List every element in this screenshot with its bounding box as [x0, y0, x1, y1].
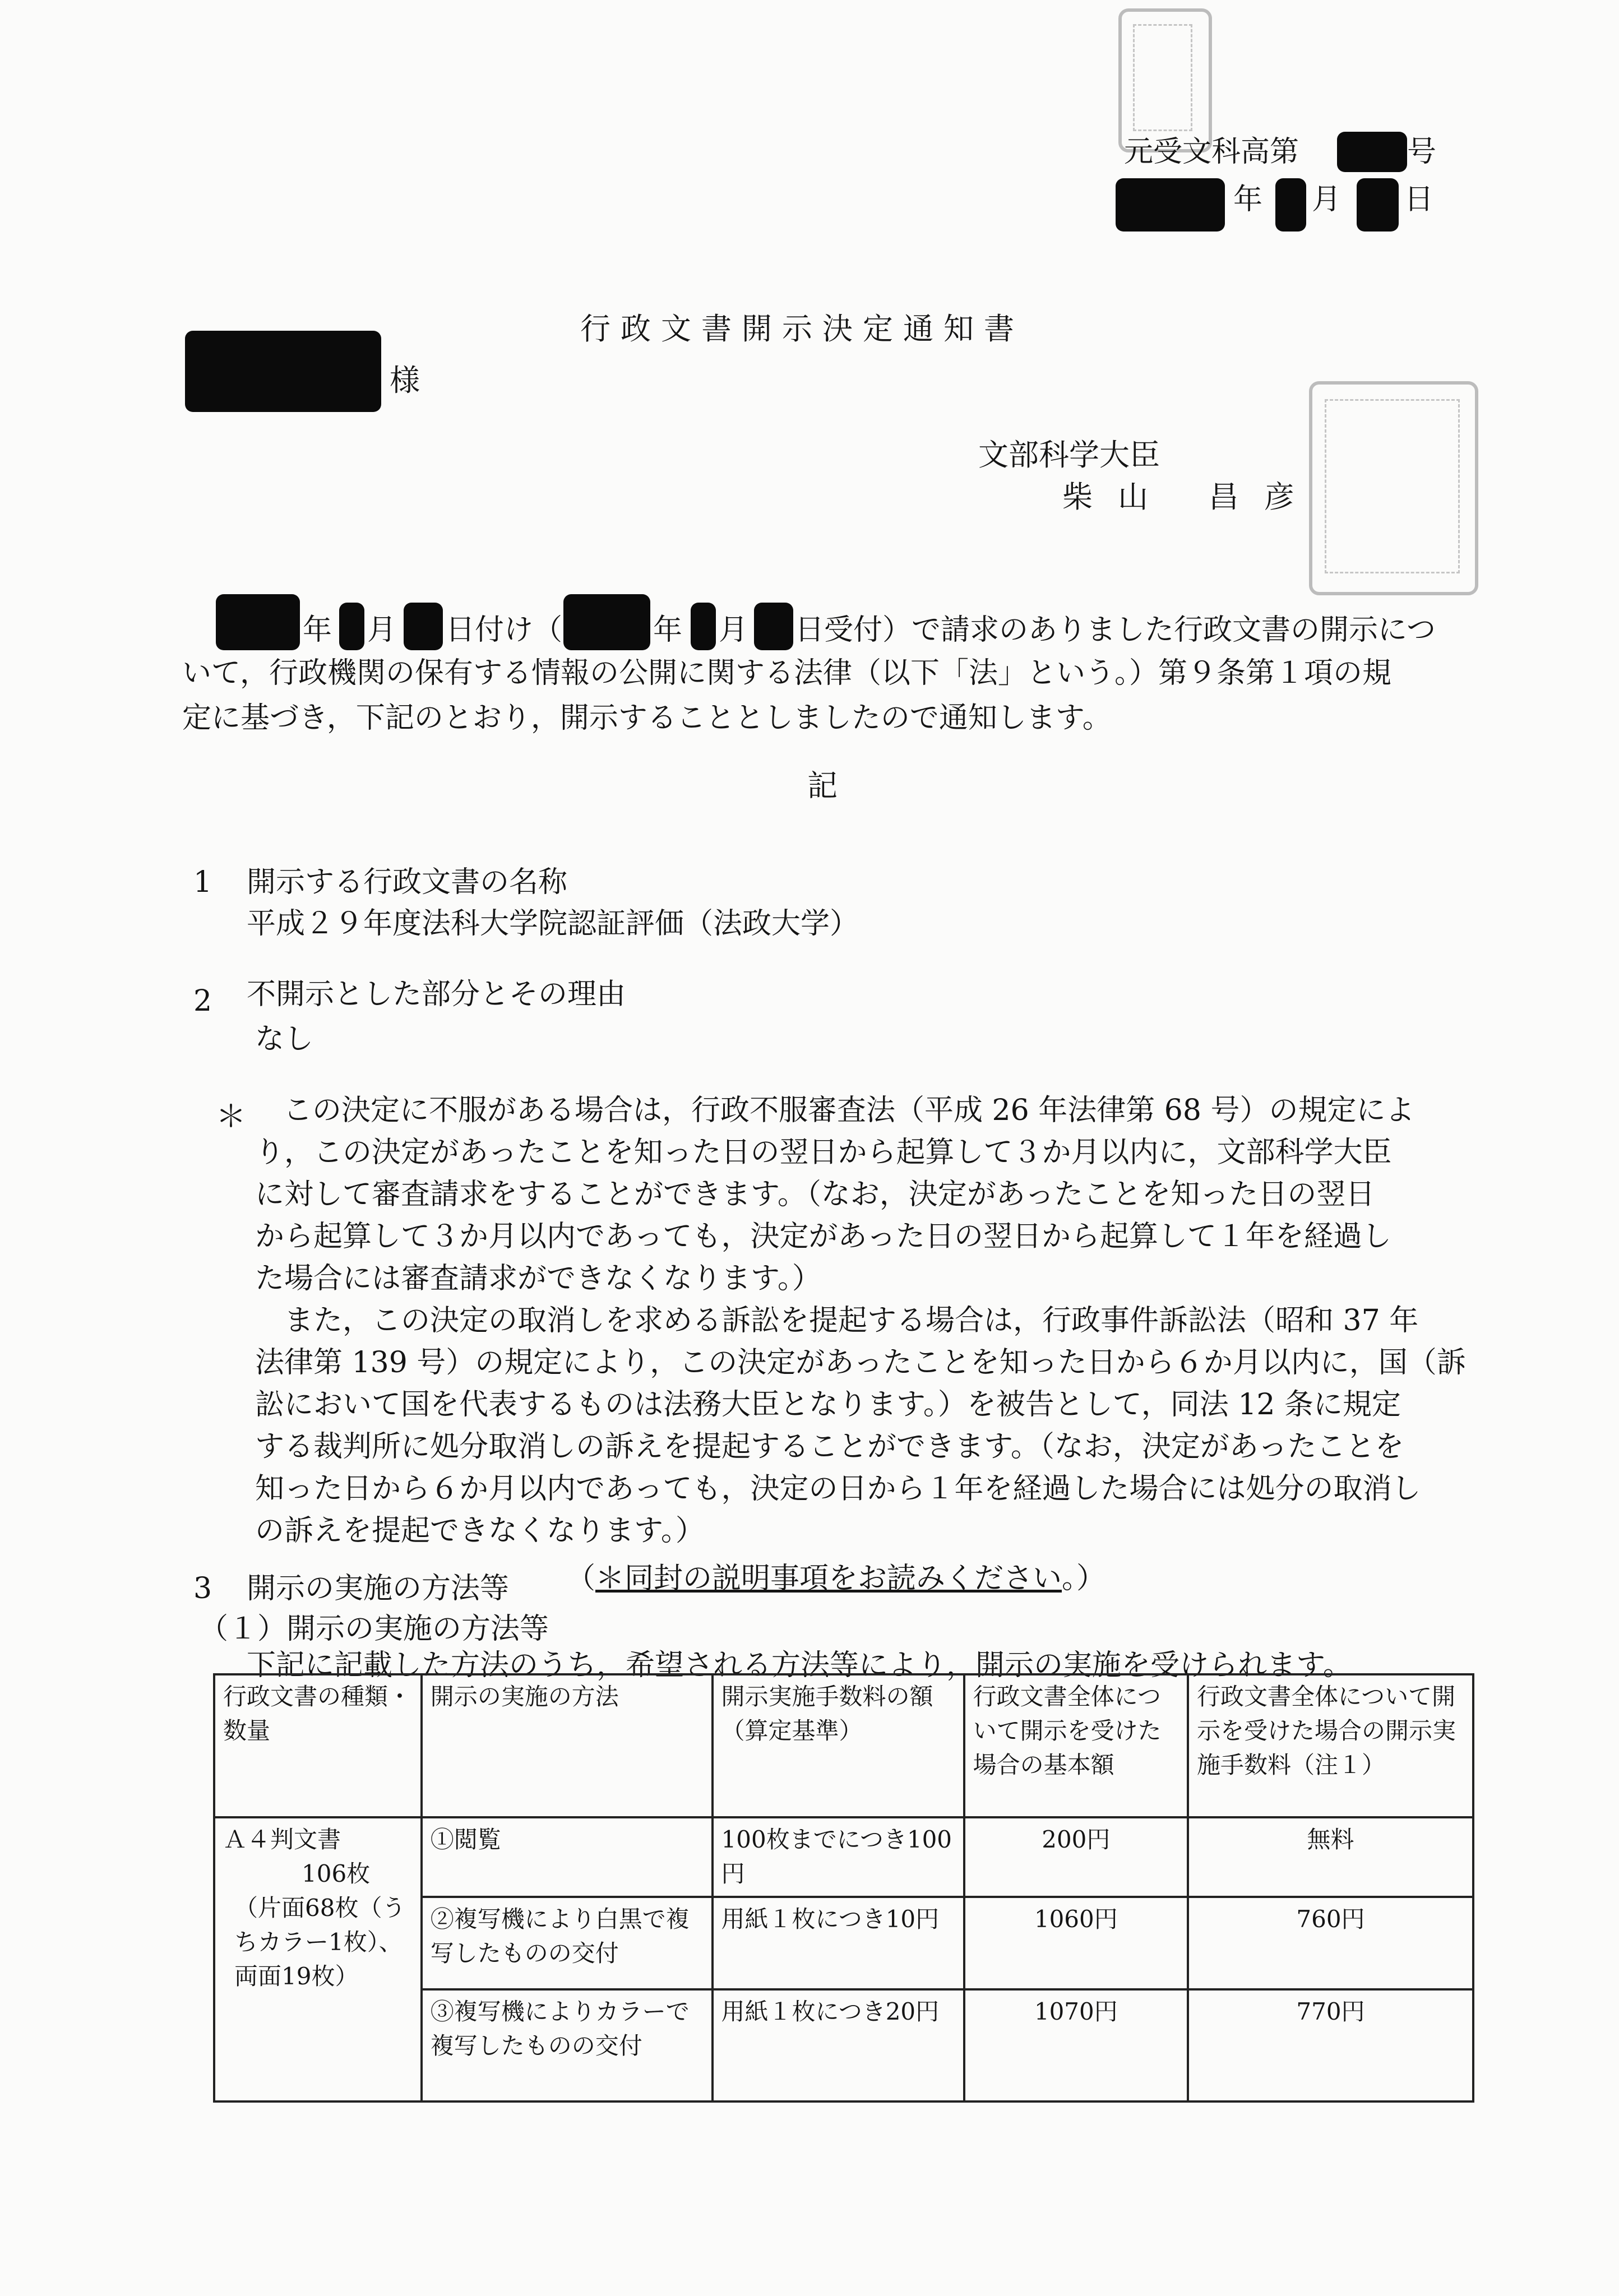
date-day-label: 日 — [1404, 183, 1434, 216]
section3-heading: 開示の実施の方法等 — [247, 1572, 510, 1605]
sender-name: 柴 山 昌 彦 — [1062, 479, 1302, 515]
redaction-recipient — [185, 331, 381, 412]
base-amount-cell: 200円 — [964, 1817, 1188, 1897]
redaction-intro-6 — [754, 603, 793, 650]
notice-line: する裁判所に処分取消しの訴えを提起することができます。（なお，決定があったことを — [255, 1430, 1404, 1464]
section3-note — [566, 1564, 1105, 1593]
redaction-intro-1 — [216, 594, 300, 650]
section1-number: 1 — [193, 865, 212, 899]
notice-line: 知った日から６か月以内であっても，決定の日から１年を経過した場合には処分の取消し — [255, 1472, 1421, 1506]
section3-note-open: （ — [566, 1562, 596, 1595]
redaction-intro-3 — [404, 603, 443, 650]
doc-number-prefix: 元受文科高第 — [1124, 135, 1299, 169]
notice-line: た場合には審査請求ができなくなります。） — [255, 1262, 821, 1295]
notice-line: に対して審査請求をすることができます。（なお，決定があったことを知った日の翌日 — [255, 1178, 1375, 1211]
base-amount-cell: 1060円 — [964, 1897, 1188, 1989]
section3-sub-heading: （１）開示の実施の方法等 — [199, 1612, 549, 1646]
section3-sub-text: 下記に記載した方法のうち，希望される方法等により，開示の実施を受けられます。 — [247, 1649, 1352, 1682]
intro-date-text: 日付け（ — [446, 613, 563, 647]
notice-line: また，この決定の取消しを求める訴訟を提起する場合は，行政事件訴訟法（昭和 37 年 — [255, 1304, 1419, 1337]
notice-line: この決定に不服がある場合は，行政不服審査法（平成 26 年法律第 68 号）の規定によ — [283, 1094, 1415, 1127]
redaction-intro-4 — [563, 594, 650, 650]
intro-line-1-rest: 日受付）で請求のありました行政文書の開示につ — [795, 613, 1436, 647]
doc-type-count: 106枚 — [302, 1859, 371, 1887]
doc-number-suffix: 号 — [1407, 135, 1437, 169]
fee-cell: 用紙１枚につき20円 — [713, 1989, 964, 2101]
section3-number: 3 — [193, 1572, 212, 1605]
intro-line-2: いて，行政機関の保有する情報の公開に関する法律（以下「法」という。）第９条第１項の規 — [182, 656, 1391, 690]
total-fee-cell: 760円 — [1188, 1897, 1473, 1989]
section1-heading: 開示する行政文書の名称 — [247, 865, 568, 899]
notice-line: 法律第 139 号）の規定により，この決定があったことを知った日から６か月以内に，国（訴 — [255, 1346, 1466, 1380]
ki-heading: 記 — [807, 768, 838, 803]
redaction-doc-number — [1337, 132, 1407, 172]
total-fee-cell: 無料 — [1188, 1817, 1473, 1897]
notice-asterisk: ＊ — [216, 1099, 246, 1134]
section2-content: なし — [255, 1022, 314, 1056]
intro-month-label-2: 月 — [719, 613, 748, 647]
section2-heading: 不開示とした部分とその理由 — [247, 978, 626, 1011]
intro-year-label-2: 年 — [653, 613, 683, 647]
header-method: 開示の実施の方法 — [422, 1674, 713, 1817]
header-base-amount: 行政文書全体について開示を受けた場合の基本額 — [964, 1674, 1188, 1817]
doc-type-detail: （片面68枚（うちカラー1枚）、両面19枚） — [234, 1894, 406, 1990]
date-year-label: 年 — [1233, 183, 1263, 216]
intro-year-label: 年 — [303, 613, 332, 647]
notice-line: 訟において国を代表するものは法務大臣となります。）を被告として，同法 12 条に規定 — [255, 1388, 1401, 1422]
base-amount-cell: 1070円 — [964, 1989, 1188, 2101]
fee-table — [213, 1673, 1474, 2103]
section1-content: 平成２９年度法科大学院認証評価（法政大学） — [247, 907, 859, 941]
date-month-label: 月 — [1312, 183, 1342, 216]
notice-line: り，この決定があったことを知った日の翌日から起算して３か月以内に，文部科学大臣 — [255, 1136, 1392, 1169]
redaction-date-era — [1116, 178, 1225, 232]
sender-position: 文部科学大臣 — [978, 437, 1160, 473]
total-fee-cell: 770円 — [1188, 1989, 1473, 2101]
section2-number: 2 — [193, 984, 212, 1018]
doc-type-cell — [214, 1817, 422, 2101]
notice-line: の訴えを提起できなくなります。） — [255, 1514, 705, 1548]
receipt-seal — [1118, 8, 1212, 152]
table-header-row — [214, 1674, 1473, 1817]
doc-type-line: Ａ４判文書 — [223, 1826, 341, 1853]
redaction-intro-5 — [691, 603, 716, 650]
document-title: 行政文書開示決定通知書 — [580, 311, 1024, 346]
intro-month-label: 月 — [367, 613, 397, 647]
fee-cell: 用紙１枚につき10円 — [713, 1897, 964, 1989]
recipient-suffix: 様 — [390, 363, 420, 398]
redaction-date-month — [1275, 178, 1306, 232]
redaction-date-day — [1357, 178, 1399, 232]
method-cell: ③複写機によりカラーで複写したものの交付 — [422, 1989, 713, 2101]
header-fee: 開示実施手数料の額（算定基準） — [713, 1674, 964, 1817]
method-cell: ②複写機により白黒で複写したものの交付 — [422, 1897, 713, 1989]
method-cell: ①閲覧 — [422, 1817, 713, 1897]
redaction-intro-2 — [339, 603, 364, 650]
table-row — [214, 1817, 1473, 1897]
header-total-fee: 行政文書全体について開示を受けた場合の開示実施手数料（注１） — [1188, 1674, 1473, 1817]
intro-line-3: 定に基づき，下記のとおり，開示することとしましたので通知します。 — [182, 701, 1112, 735]
minister-seal — [1309, 381, 1478, 595]
header-doc-type: 行政文書の種類・数量 — [214, 1674, 422, 1817]
notice-line: から起算して３か月以内であっても，決定があった日の翌日から起算して１年を経過し — [255, 1220, 1391, 1253]
fee-cell: 100枚までにつき100円 — [713, 1817, 964, 1897]
section3-note-text: ＊同封の説明事項をお読みください — [595, 1562, 1062, 1595]
section3-note-close: 。） — [1062, 1562, 1106, 1595]
